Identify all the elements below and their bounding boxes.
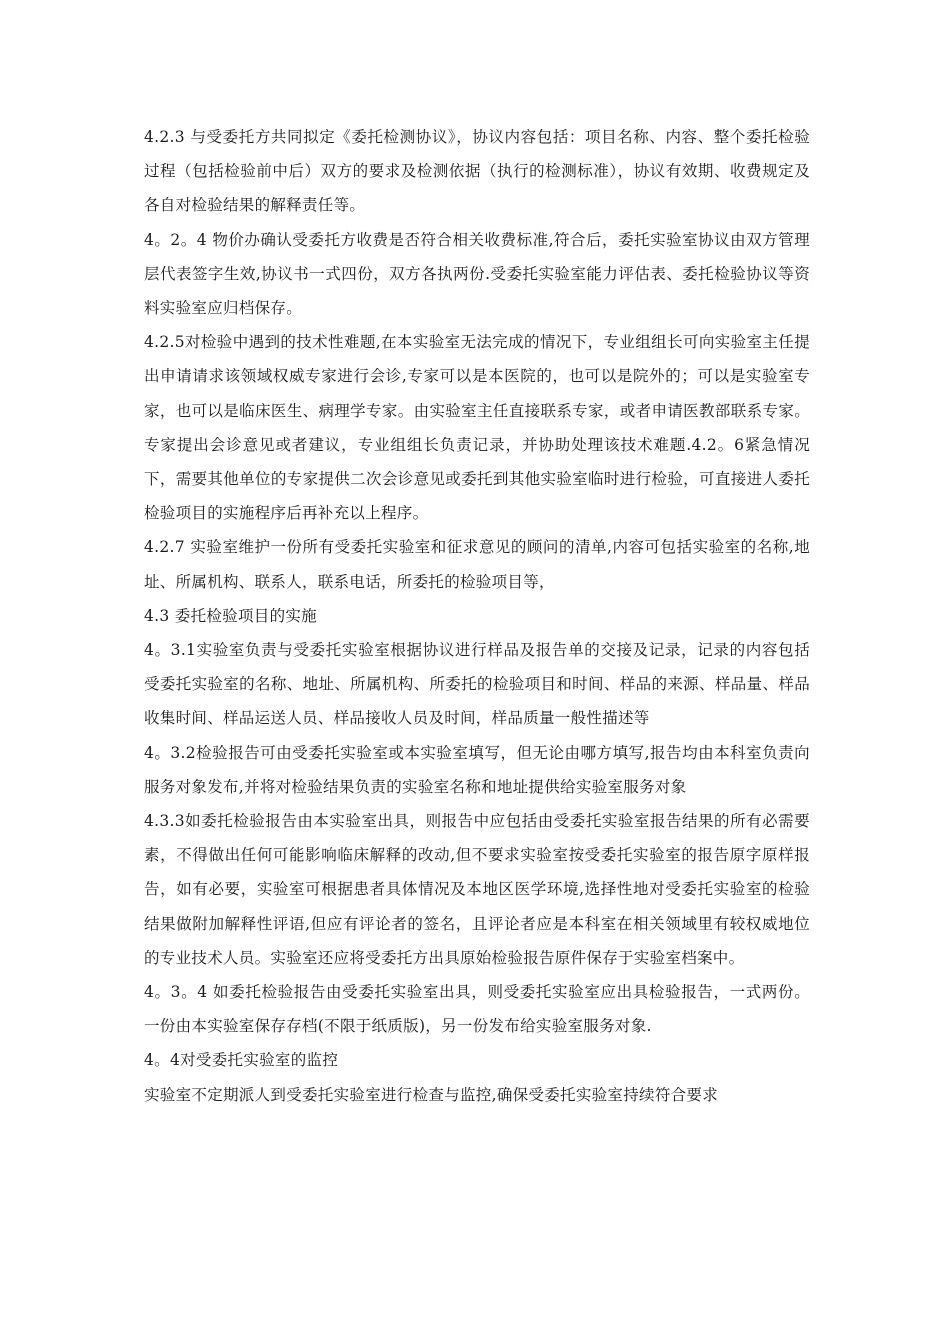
paragraph-4-2-4: 4。2。4 物价办确认受委托方收费是否符合相关收费标准,符合后，委托实验室协议由双方管理层代表签字生效,协议书一式四份，双方各执两份.受委托实验室能力评估表、委托检验协议等资料实验室应归档保存。 (144, 230, 810, 318)
paragraph-4-3-2: 4。3.2检验报告可由受委托实验室或本实验室填写，但无论由哪方填写,报告均由本科室负责向服务对象发布,并将对检验结果负责的实验室名称和地址提供给实验室服务对象 (144, 743, 810, 796)
section-heading-4-4: 4。4对受委托实验室的监控 (144, 1051, 339, 1070)
paragraph-4-3-3: 4.3.3如委托检验报告由本实验室出具，则报告中应包括由受委托实验室报告结果的所有必需要素，不得做出任何可能影响临床解释的改动,但不要求实验室按受委托实验室的报告原字原样报告，如有必要，实验室可根据患者具体情况及本地区医学环境,选择性地对受委托实验室的检验结果做附加解释性评语,但应有评论者的签名，且评论者应是本科室在相关领域里有较权威地位的专业技术人员。实验室还应将受委托方出具原始检验报告原件保存于实验室档案中。 (144, 812, 810, 967)
paragraph-4-2-7: 4.2.7 实验室维护一份所有受委托实验室和征求意见的顾问的清单,内容可包括实验室的名称,地址、所属机构、联系人，联系电话，所委托的检验项目等， (144, 538, 810, 591)
section-heading-4-3: 4.3 委托检验项目的实施 (144, 606, 317, 625)
document-body (144, 120, 810, 1112)
paragraph-4-2-5: 4.2.5对检验中遇到的技术性难题,在本实验室无法完成的情况下，专业组组长可向实验室主任提出申请请求该领域权威专家进行会诊,专家可以是本医院的，也可以是院外的；可以是实验室专家，也可以是临床医生、病理学专家。由实验室主任直接联系专家，或者申请医教部联系专家。专家提出会诊意见或者建议，专业组组长负责记录，并协助处理该技术难题.4.2。6紧急情况下，需要其他单位的专家提供二次会诊意见或委托到其他实验室临时进行检验，可直接进人委托检验项目的实施程序后再补充以上程序。 (144, 333, 810, 523)
paragraph-monitoring: 实验室不定期派人到受委托实验室进行检查与监控,确保受委托实验室持续符合要求 (144, 1085, 719, 1104)
paragraph-4-3-4: 4。3。4 如委托检验报告由受委托实验室出具，则受委托实验室应出具检验报告，一式两份。一份由本实验室保存存档(不限于纸质版)，另一份发布给实验室服务对象. (144, 983, 810, 1036)
paragraph-4-3-1: 4。3.1实验室负责与受委托实验室根据协议进行样品及报告单的交接及记录，记录的内容包括受委托实验室的名称、地址、所属机构、所委托的检验项目和时间、样品的来源、样品量、样品收集时间、样品运送人员、样品接收人员及时间，样品质量一般性描述等 (144, 641, 810, 728)
paragraph-4-2-3: 4.2.3 与受委托方共同拟定《委托检测协议》，协议内容包括：项目名称、内容、整个委托检验过程（包括检验前中后）双方的要求及检测依据（执行的检测标准），协议有效期、收费规定及各自对检验结果的解释责任等。 (144, 128, 810, 215)
